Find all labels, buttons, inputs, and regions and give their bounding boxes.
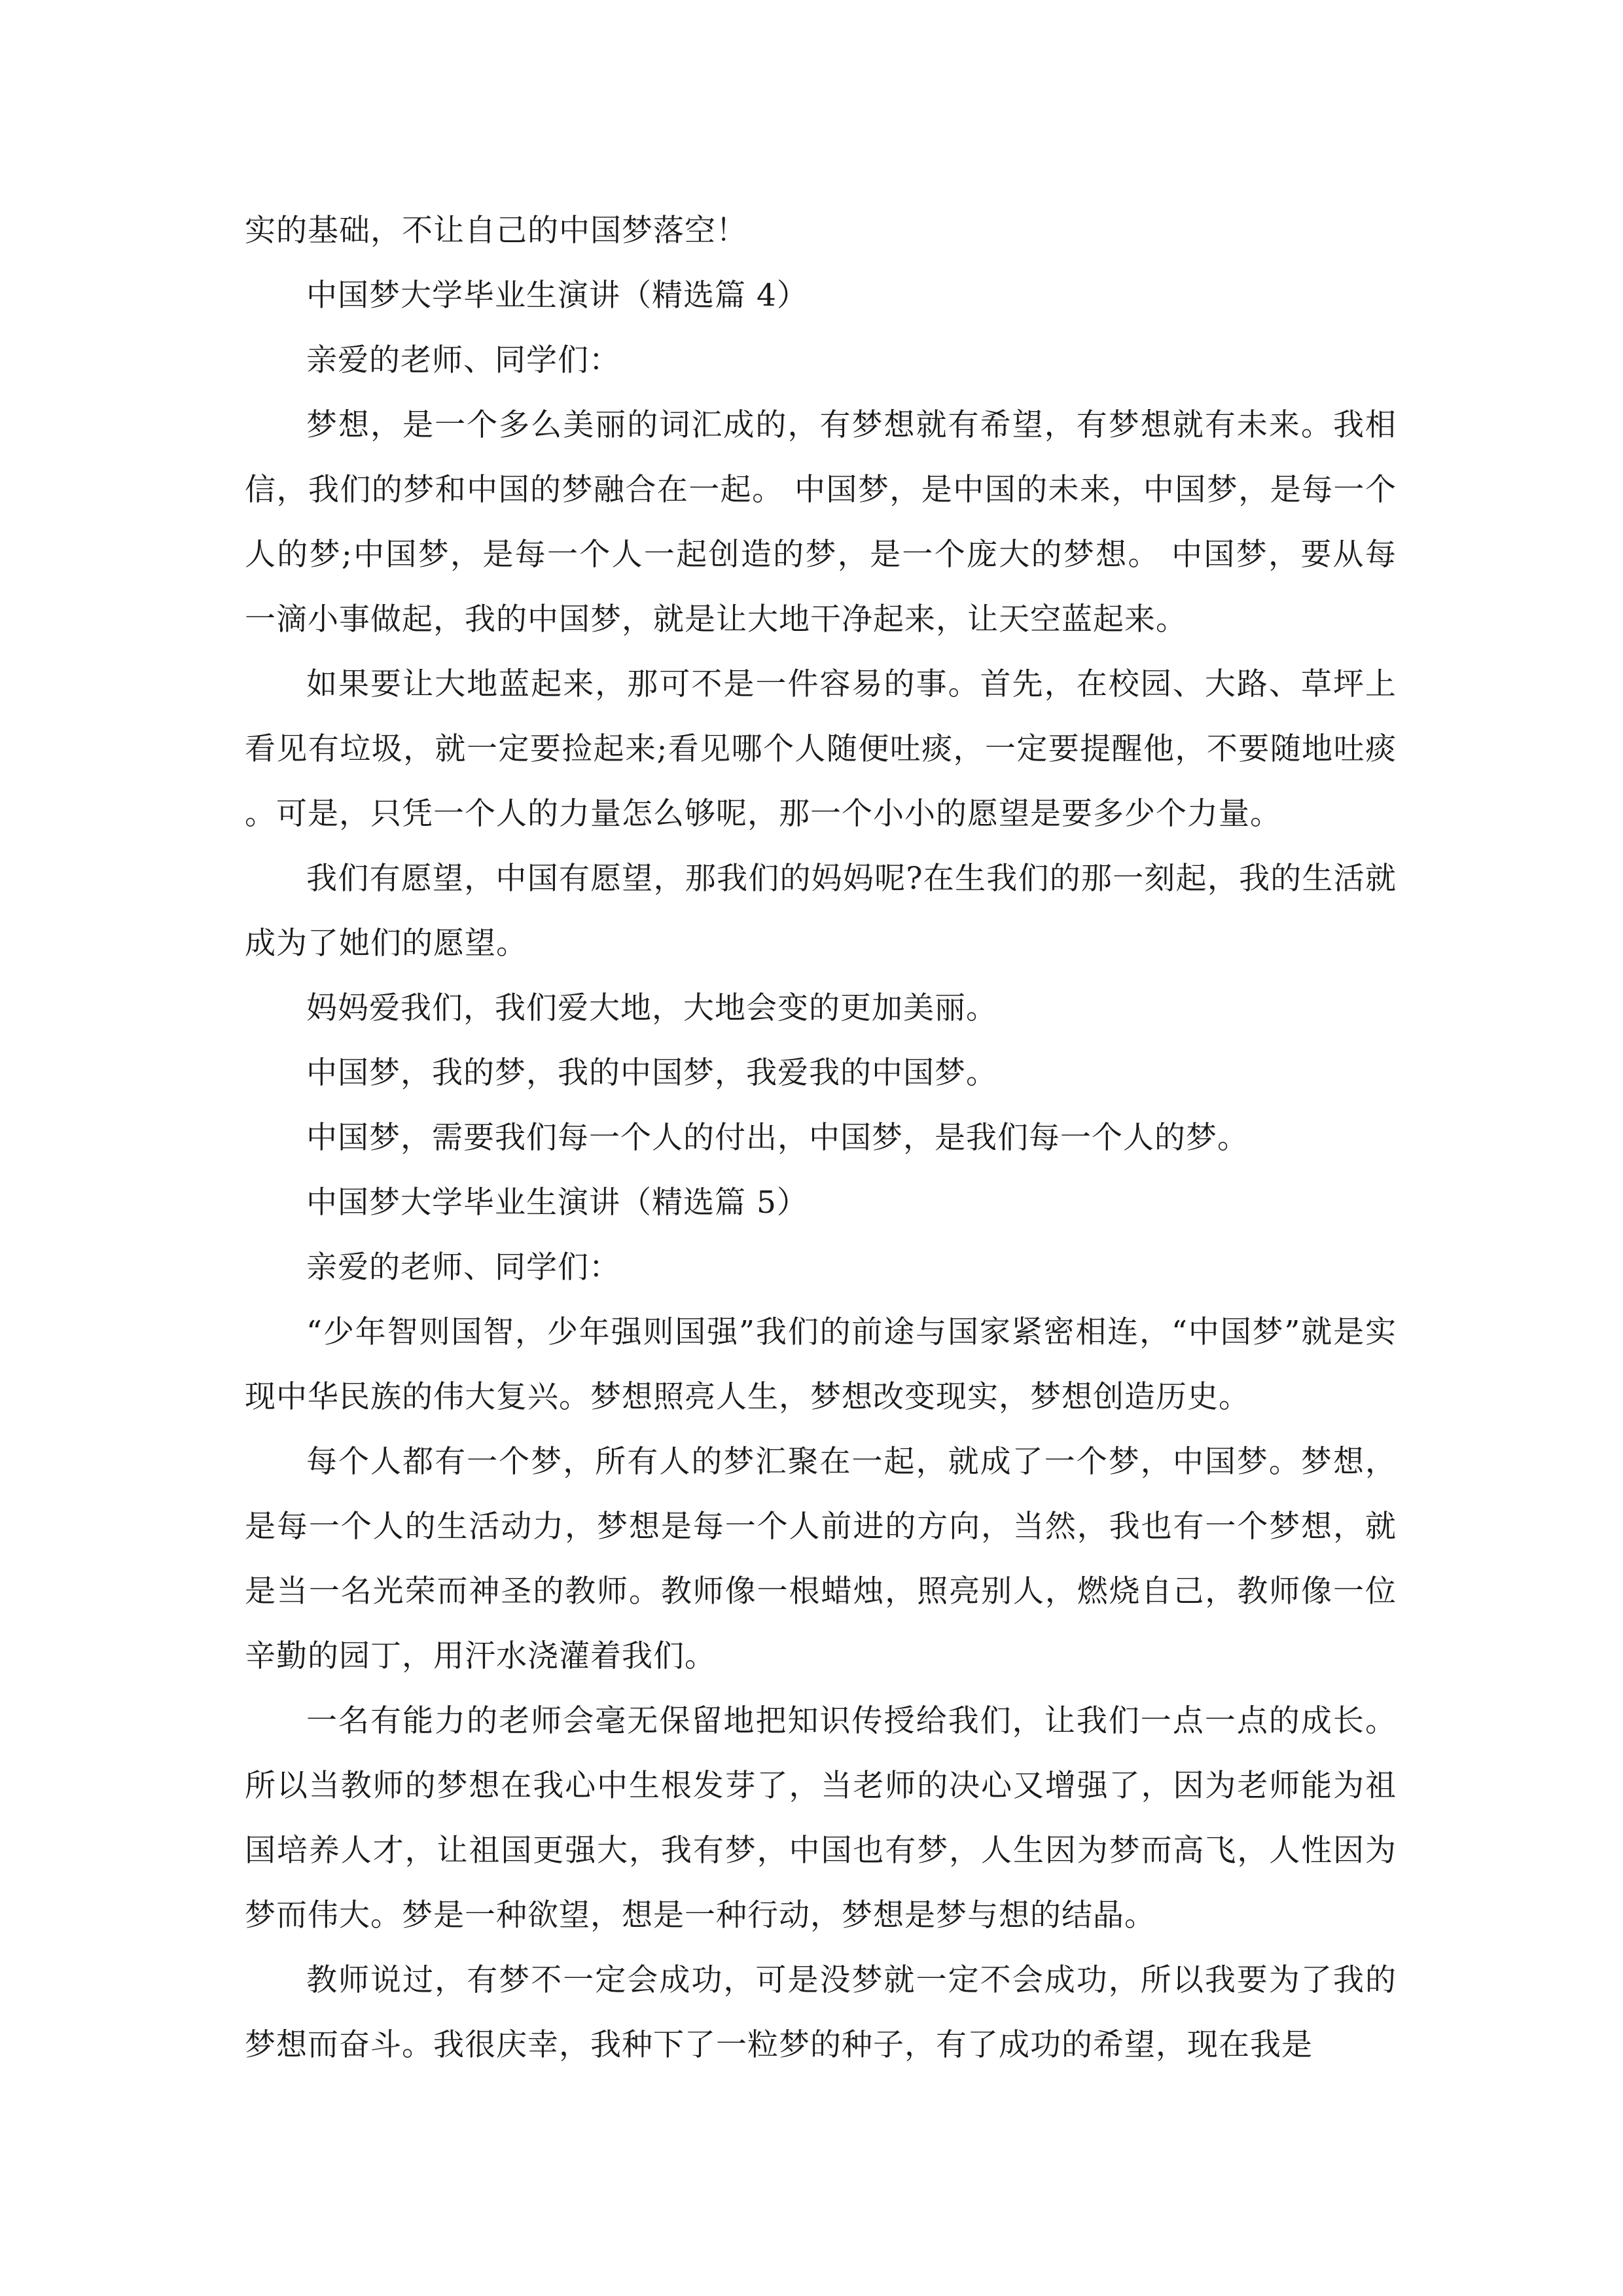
paragraph: 中国梦，我的梦，我的中国梦，我爱我的中国梦。: [306, 1055, 997, 1091]
paragraph: 教师说过，有梦不一定会成功，可是没梦就一定不会成功，所以我要为了我的梦想而奋斗。我很庆幸，我种下了一粒梦的种子，有了成功的希望，现在我是: [245, 1962, 1397, 2063]
paragraph: 妈妈爱我们，我们爱大地，大地会变的更加美丽。: [306, 990, 997, 1026]
paragraph: 我们有愿望，中国有愿望，那我们的妈妈呢?在生我们的那一刻起，我的生活就成为了她们的愿望。: [245, 861, 1397, 961]
document-body: [245, 198, 1397, 2077]
salutation: 亲爱的老师、同学们：: [306, 1249, 620, 1285]
paragraph: 梦想，是一个多么美丽的词汇成的，有梦想就有希望，有梦想就有未来。我相信，我们的梦和中国的梦融合在一起。 中国梦，是中国的未来，中国梦，是每一个人的梦;中国梦，是每一个人一起创造的梦，是一个庞大的梦想。 中国梦，要从每一滴小事做起，我的中国梦，就是让大地干净起来，让天空蓝起来。: [245, 407, 1397, 637]
paragraph-continuation: 实的基础，不让自己的中国梦落空！: [245, 213, 747, 249]
section-heading-4: 中国梦大学毕业生演讲（精选篇 4）: [306, 278, 808, 314]
paragraph: “少年智则国智，少年强则国强”我们的前途与国家紧密相连，“中国梦”就是实现中华民族的伟大复兴。梦想照亮人生，梦想改变现实，梦想创造历史。: [245, 1314, 1397, 1415]
paragraph: 中国梦，需要我们每一个人的付出，中国梦，是我们每一个人的梦。: [306, 1120, 1249, 1156]
paragraph: 一名有能力的老师会毫无保留地把知识传授给我们，让我们一点一点的成长。所以当教师的梦想在我心中生根发芽了，当老师的决心又增强了，因为老师能为祖国培养人才，让祖国更强大，我有梦，中国也有梦，人生因为梦而高飞，人性因为梦而伟大。梦是一种欲望，想是一种行动，梦想是梦与想的结晶。: [245, 1703, 1397, 1933]
section-heading-5: 中国梦大学毕业生演讲（精选篇 5）: [306, 1185, 808, 1221]
paragraph: 如果要让大地蓝起来，那可不是一件容易的事。首先，在校园、大路、草坪上看见有垃圾，就一定要捡起来;看见哪个人随便吐痰，一定要提醒他，不要随地吐痰。可是，只凭一个人的力量怎么够呢，那一个小小的愿望是要多少个力量。: [245, 666, 1397, 832]
salutation: 亲爱的老师、同学们：: [306, 342, 620, 378]
paragraph: 每个人都有一个梦，所有人的梦汇聚在一起，就成了一个梦，中国梦。梦想，是每一个人的生活动力，梦想是每一个人前进的方向，当然，我也有一个梦想，就是当一名光荣而神圣的教师。教师像一根蜡烛，照亮别人，燃烧自己，教师像一位辛勤的园丁，用汗水浇灌着我们。: [245, 1444, 1397, 1674]
